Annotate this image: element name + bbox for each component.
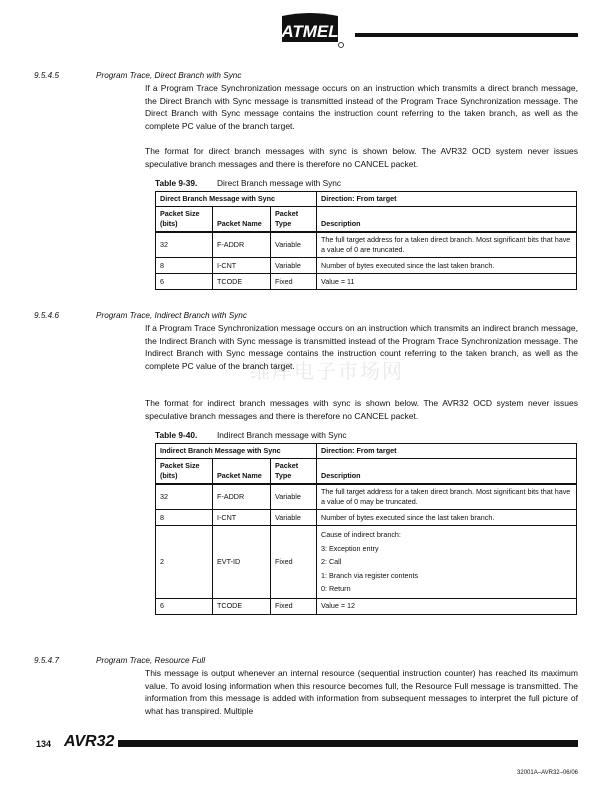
watermark: 维库电子市场网	[250, 359, 404, 383]
cell-line: Cause of indirect branch:	[321, 530, 401, 539]
cell-line: 1: Branch via register contents	[321, 570, 419, 580]
section-heading	[34, 71, 241, 80]
cell: Variable	[271, 484, 317, 510]
direct-branch-table	[155, 191, 577, 290]
cell: Value = 11	[317, 274, 577, 290]
cell: The full target address for a taken direct branch. Most significant bits that have a value of 0 are truncated.	[317, 232, 577, 258]
table-row	[156, 232, 577, 258]
table-row	[156, 510, 577, 526]
cell: 2	[156, 526, 213, 599]
cell: I-CNT	[213, 258, 271, 274]
paragraph: This message is output whenever an internal resource (sequential instruction counter) has reached its maximum value. To avoid losing information when this resource becomes full, the Resource Full message is transmitted. The information from this message is added with information from subsequent messages to interpret the full picture of what has transpired. Multiple	[145, 668, 578, 716]
cell: 32	[156, 484, 213, 510]
section-title: Program Trace, Resource Full	[96, 656, 206, 665]
cell: Fixed	[271, 526, 317, 599]
paragraph: If a Program Trace Synchronization message occurs on an instruction which transmits an indirect branch message, the Indirect Branch with Sync message is transmitted instead of the Program Trace Synchronization message. The Indirect Branch with Sync message contains the instruction count referring to the taken branch, as well as the complete PC value of the branch target.	[145, 323, 578, 371]
cell: 8	[156, 258, 213, 274]
section-title: Program Trace, Direct Branch with Sync	[96, 71, 242, 80]
cell: Fixed	[271, 274, 317, 290]
cell: F-ADDR	[213, 232, 271, 258]
paragraph: The format for direct branch messages with sync is shown below. The AVR32 OCD system never issues speculative branch messages and there is therefore no CANCEL packet.	[145, 146, 578, 169]
cell: F-ADDR	[213, 484, 271, 510]
cell: TCODE	[213, 274, 271, 290]
column-header: Packet Name	[213, 207, 271, 233]
page-number: 134	[36, 739, 52, 749]
column-header: Packet Size (bits)	[156, 207, 213, 233]
svg-text:ATMEL: ATMEL	[281, 22, 339, 41]
table-row	[156, 598, 577, 614]
cell-line: 3: Exception entry	[321, 543, 379, 553]
table-caption	[155, 178, 341, 188]
cell: I-CNT	[213, 510, 271, 526]
table-header: Direction: From target	[317, 192, 577, 207]
cell: 8	[156, 510, 213, 526]
table-number: Table 9-39.	[155, 178, 198, 188]
section-number: 9.5.4.6	[34, 311, 60, 320]
cell: EVT-ID	[213, 526, 271, 599]
cell-line: 0: Return	[321, 584, 351, 593]
column-header: Packet Name	[213, 459, 271, 485]
table-row	[156, 484, 577, 510]
section-number: 9.5.4.7	[34, 656, 60, 665]
cell: 32	[156, 232, 213, 258]
cell	[317, 526, 577, 599]
cell: Variable	[271, 258, 317, 274]
column-header: Packet Type	[271, 207, 317, 233]
cell: Fixed	[271, 598, 317, 614]
cell: The full target address for a taken direct branch. Most significant bits that have a value of 0 may be truncated.	[317, 484, 577, 510]
table-row	[156, 274, 577, 290]
table-row	[156, 258, 577, 274]
document-code: 32001A–AVR32–06/06	[517, 770, 578, 776]
cell: 6	[156, 598, 213, 614]
table-title: Indirect Branch message with Sync	[217, 430, 347, 440]
cell: Number of bytes executed since the last taken branch.	[317, 510, 577, 526]
table-row	[156, 526, 577, 599]
atmel-logo	[276, 12, 344, 48]
column-header: Packet Size (bits)	[156, 459, 213, 485]
paragraph: If a Program Trace Synchronization message occurs on an instruction which transmits a direct branch message, the Direct Branch with Sync message is transmitted instead of the Program Trace Synchronization message. The Direct Branch with Sync message contains the instruction count referring to the taken branch, as well as the complete PC value of the branch target.	[145, 83, 578, 131]
cell: Variable	[271, 232, 317, 258]
column-header: Description	[317, 207, 577, 233]
table-header: Direction: From target	[317, 444, 577, 459]
section-title: Program Trace, Indirect Branch with Sync	[96, 311, 247, 320]
indirect-branch-table	[155, 443, 577, 615]
section-heading	[34, 311, 247, 320]
table-header: Direct Branch Message with Sync	[156, 192, 317, 207]
column-header: Packet Type	[271, 459, 317, 485]
cell-line: 2: Call	[321, 557, 342, 566]
table-title: Direct Branch message with Sync	[217, 178, 342, 188]
section-heading	[34, 656, 205, 665]
cell: TCODE	[213, 598, 271, 614]
paragraph: The format for indirect branch messages with sync is shown below. The AVR32 OCD system never issues speculative branch messages and there is therefore no CANCEL packet.	[145, 398, 578, 421]
cell: Variable	[271, 510, 317, 526]
cell: 6	[156, 274, 213, 290]
column-header: Description	[317, 459, 577, 485]
header-rule	[355, 33, 578, 37]
footer-title: AVR32	[64, 733, 115, 750]
section-number: 9.5.4.5	[34, 71, 60, 80]
cell: Value = 12	[317, 598, 577, 614]
cell: Number of bytes executed since the last taken branch.	[317, 258, 577, 274]
table-caption	[155, 430, 347, 440]
table-number: Table 9-40.	[155, 430, 198, 440]
footer-rule	[118, 740, 578, 747]
table-header: Indirect Branch Message with Sync	[156, 444, 317, 459]
